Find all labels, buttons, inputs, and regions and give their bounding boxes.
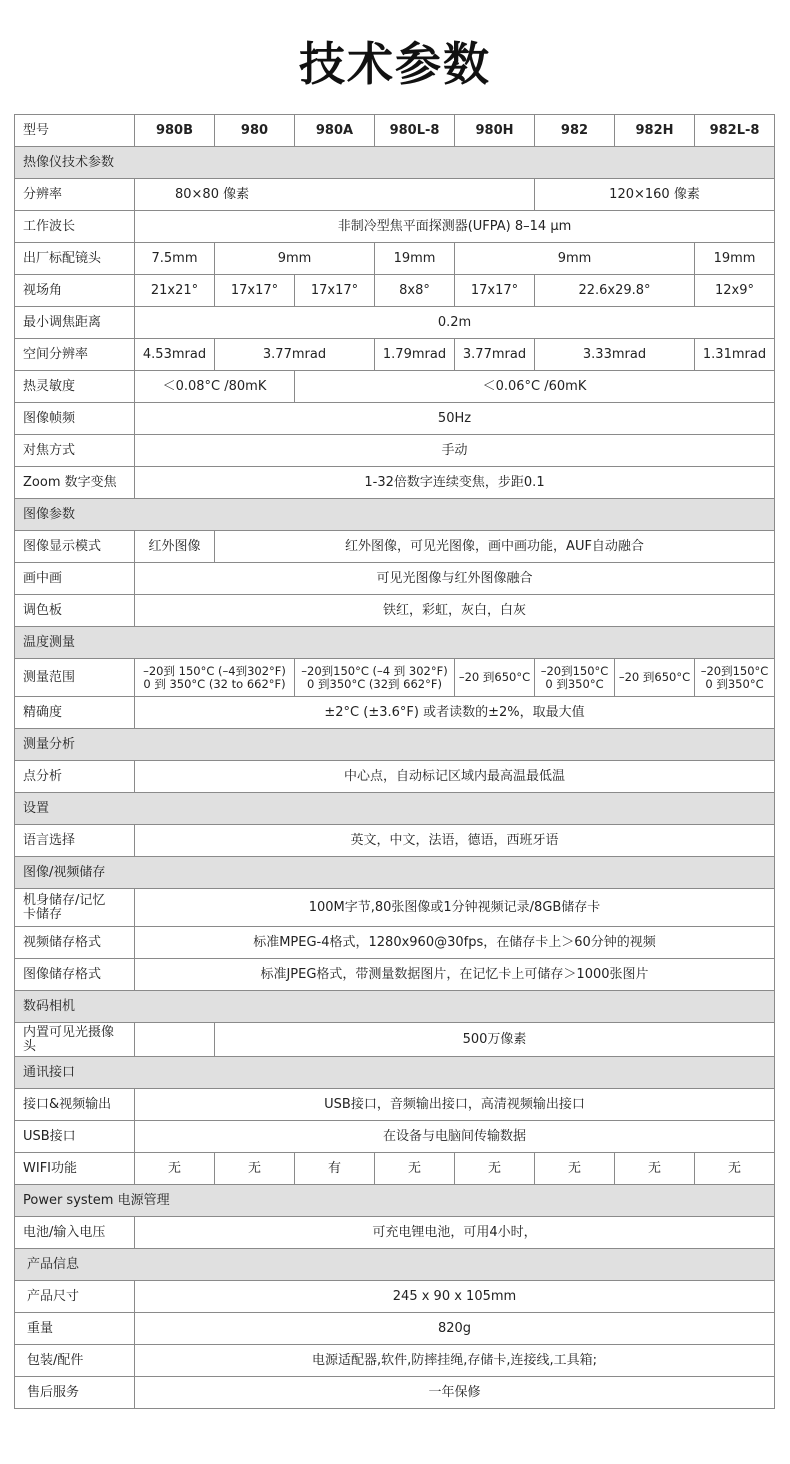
section-title: 数码相机 — [15, 991, 775, 1023]
section-title: Power system 电源管理 — [15, 1185, 775, 1217]
section-title: 图像/视频储存 — [15, 857, 775, 889]
empty-cell — [135, 1023, 215, 1057]
row-label: 接口&视频输出 — [15, 1089, 135, 1121]
table-row — [15, 1345, 775, 1377]
value-cell: 无 — [615, 1153, 695, 1185]
section-header — [15, 499, 775, 531]
table-row — [15, 825, 775, 857]
value-cell: 19mm — [375, 243, 455, 275]
table-row — [15, 563, 775, 595]
row-label: Zoom 数字变焦 — [15, 467, 135, 499]
table-row — [15, 1089, 775, 1121]
value-cell: –20 到650°C — [455, 659, 535, 697]
range-line: –20到 150°C (–4到302°F) — [143, 663, 286, 678]
range-line: –20到150°C — [540, 663, 609, 678]
table-row — [15, 531, 775, 563]
value-cell: 8x8° — [375, 275, 455, 307]
value-cell: 可见光图像与红外图像融合 — [135, 563, 775, 595]
table-row — [15, 889, 775, 927]
value-cell: 无 — [535, 1153, 615, 1185]
row-label: 语言选择 — [15, 825, 135, 857]
row-label — [15, 1023, 135, 1057]
row-label: 空间分辨率 — [15, 339, 135, 371]
value-cell: 80×80 像素 — [135, 179, 535, 211]
value-cell: 铁红，彩虹，灰白，白灰 — [135, 595, 775, 627]
row-label-line: 机身储存/记忆 — [23, 892, 106, 908]
table-row — [15, 659, 775, 697]
value-cell: 1-32倍数字连续变焦，步距0.1 — [135, 467, 775, 499]
row-label: 型号 — [15, 115, 135, 147]
section-header — [15, 793, 775, 825]
table-row — [15, 339, 775, 371]
value-cell: 9mm — [215, 243, 375, 275]
value-cell: 一年保修 — [135, 1377, 775, 1409]
range-line: 0 到350°C — [705, 676, 764, 691]
spec-table — [14, 114, 775, 1409]
value-cell: 17x17° — [295, 275, 375, 307]
table-row — [15, 179, 775, 211]
section-title: 设置 — [15, 793, 775, 825]
section-header — [15, 147, 775, 179]
section-header — [15, 627, 775, 659]
value-cell: 3.33mrad — [535, 339, 695, 371]
value-cell: ＜0.06°C /60mK — [295, 371, 775, 403]
value-cell: 非制冷型焦平面探测器(UFPA) 8–14 µm — [135, 211, 775, 243]
row-label: USB接口 — [15, 1121, 135, 1153]
value-cell: 17x17° — [215, 275, 295, 307]
value-cell: 手动 — [135, 435, 775, 467]
model-cell: 980 — [215, 115, 295, 147]
section-title: 温度测量 — [15, 627, 775, 659]
value-cell: ±2°C (±3.6°F) 或者读数的±2%，取最大值 — [135, 697, 775, 729]
value-cell: 3.77mrad — [455, 339, 535, 371]
value-cell: 英文，中文，法语，德语，西班牙语 — [135, 825, 775, 857]
table-row — [15, 211, 775, 243]
value-cell: 无 — [135, 1153, 215, 1185]
value-cell — [535, 659, 615, 697]
table-row — [15, 1153, 775, 1185]
value-cell: 19mm — [695, 243, 775, 275]
row-label: 测量范围 — [15, 659, 135, 697]
row-label: 图像帧频 — [15, 403, 135, 435]
value-cell: 22.6x29.8° — [535, 275, 695, 307]
row-label-line: 头 — [23, 1038, 37, 1054]
value-cell: 中心点，自动标记区域内最高温最低温 — [135, 761, 775, 793]
table-row — [15, 959, 775, 991]
model-cell: 980L-8 — [375, 115, 455, 147]
value-cell: 820g — [135, 1313, 775, 1345]
row-label: 售后服务 — [15, 1377, 135, 1409]
row-label: 图像显示模式 — [15, 531, 135, 563]
value-cell: –20 到650°C — [615, 659, 695, 697]
row-label: 画中画 — [15, 563, 135, 595]
value-cell: 无 — [455, 1153, 535, 1185]
row-label: 对焦方式 — [15, 435, 135, 467]
model-cell: 980A — [295, 115, 375, 147]
row-label: 精确度 — [15, 697, 135, 729]
value-cell: 1.31mrad — [695, 339, 775, 371]
table-row — [15, 1217, 775, 1249]
table-row — [15, 595, 775, 627]
row-label: 调色板 — [15, 595, 135, 627]
section-header — [15, 729, 775, 761]
model-cell: 980H — [455, 115, 535, 147]
value-cell: 245 x 90 x 105mm — [135, 1281, 775, 1313]
table-row — [15, 307, 775, 339]
value-cell: 无 — [375, 1153, 455, 1185]
row-label — [15, 889, 135, 927]
value-cell: 17x17° — [455, 275, 535, 307]
table-row — [15, 927, 775, 959]
model-cell: 982 — [535, 115, 615, 147]
value-cell: 电源适配器,软件,防摔挂绳,存储卡,连接线,工具箱; — [135, 1345, 775, 1377]
table-row — [15, 243, 775, 275]
value-cell: ＜0.08°C /80mK — [135, 371, 295, 403]
table-row — [15, 275, 775, 307]
value-cell: 50Hz — [135, 403, 775, 435]
model-cell: 982L-8 — [695, 115, 775, 147]
value-cell: 120×160 像素 — [535, 179, 775, 211]
row-label: 包装/配件 — [15, 1345, 135, 1377]
section-title: 热像仪技术参数 — [15, 147, 775, 179]
range-line: –20到150°C — [700, 663, 769, 678]
row-label: 出厂标配镜头 — [15, 243, 135, 275]
value-cell: 100M字节,80张图像或1分钟视频记录/8GB储存卡 — [135, 889, 775, 927]
table-row — [15, 697, 775, 729]
value-cell: 标准JPEG格式，带测量数据图片，在记忆卡上可储存＞1000张图片 — [135, 959, 775, 991]
value-cell: 标准MPEG-4格式，1280x960@30fps，在储存卡上＞60分钟的视频 — [135, 927, 775, 959]
section-title: 通讯接口 — [15, 1057, 775, 1089]
row-label: 工作波长 — [15, 211, 135, 243]
table-row — [15, 761, 775, 793]
row-label: 产品尺寸 — [15, 1281, 135, 1313]
section-header — [15, 1057, 775, 1089]
row-label-line: 卡储存 — [23, 906, 63, 922]
value-cell: 21x21° — [135, 275, 215, 307]
section-header — [15, 857, 775, 889]
section-title: 测量分析 — [15, 729, 775, 761]
value-cell: 9mm — [455, 243, 695, 275]
table-row — [15, 1121, 775, 1153]
range-line: –20到150°C (–4 到 302°F) — [301, 663, 448, 678]
value-cell: 7.5mm — [135, 243, 215, 275]
value-cell — [295, 659, 455, 697]
value-cell: 有 — [295, 1153, 375, 1185]
table-row — [15, 403, 775, 435]
page-title: 技术参数 — [299, 37, 491, 91]
value-cell — [135, 659, 295, 697]
row-label: WIFI功能 — [15, 1153, 135, 1185]
row-label: 重量 — [15, 1313, 135, 1345]
value-cell: 3.77mrad — [215, 339, 375, 371]
row-label: 分辨率 — [15, 179, 135, 211]
section-header — [15, 1185, 775, 1217]
row-label: 点分析 — [15, 761, 135, 793]
row-label: 视频储存格式 — [15, 927, 135, 959]
value-cell: 在设备与电脑间传输数据 — [135, 1121, 775, 1153]
range-line: 0 到350°C (32到 662°F) — [307, 676, 442, 691]
value-cell — [695, 659, 775, 697]
model-header-row — [15, 115, 775, 147]
section-title: 图像参数 — [15, 499, 775, 531]
table-row — [15, 467, 775, 499]
value-cell: 12x9° — [695, 275, 775, 307]
value-cell: 4.53mrad — [135, 339, 215, 371]
section-header — [15, 1249, 775, 1281]
section-header — [15, 991, 775, 1023]
table-row — [15, 1023, 775, 1057]
table-row — [15, 1377, 775, 1409]
model-cell: 980B — [135, 115, 215, 147]
row-label-line: 内置可见光摄像 — [23, 1024, 115, 1040]
value-cell: 可充电锂电池，可用4小时， — [135, 1217, 775, 1249]
row-label: 视场角 — [15, 275, 135, 307]
value-cell: 1.79mrad — [375, 339, 455, 371]
value-cell: 红外图像 — [135, 531, 215, 563]
value-cell: 0.2m — [135, 307, 775, 339]
range-line: 0 到 350°C (32 to 662°F) — [143, 676, 286, 691]
value-cell: USB接口，音频输出接口，高清视频输出接口 — [135, 1089, 775, 1121]
row-label: 图像储存格式 — [15, 959, 135, 991]
table-row — [15, 371, 775, 403]
value-cell: 无 — [695, 1153, 775, 1185]
table-row — [15, 435, 775, 467]
table-row — [15, 1281, 775, 1313]
range-line: 0 到350°C — [545, 676, 604, 691]
model-cell: 982H — [615, 115, 695, 147]
row-label: 电池/输入电压 — [15, 1217, 135, 1249]
section-title: 产品信息 — [15, 1249, 775, 1281]
row-label: 最小调焦距离 — [15, 307, 135, 339]
row-label: 热灵敏度 — [15, 371, 135, 403]
table-row — [15, 1313, 775, 1345]
value-cell: 无 — [215, 1153, 295, 1185]
value-cell: 500万像素 — [215, 1023, 775, 1057]
value-cell: 红外图像，可见光图像，画中画功能，AUF自动融合 — [215, 531, 775, 563]
